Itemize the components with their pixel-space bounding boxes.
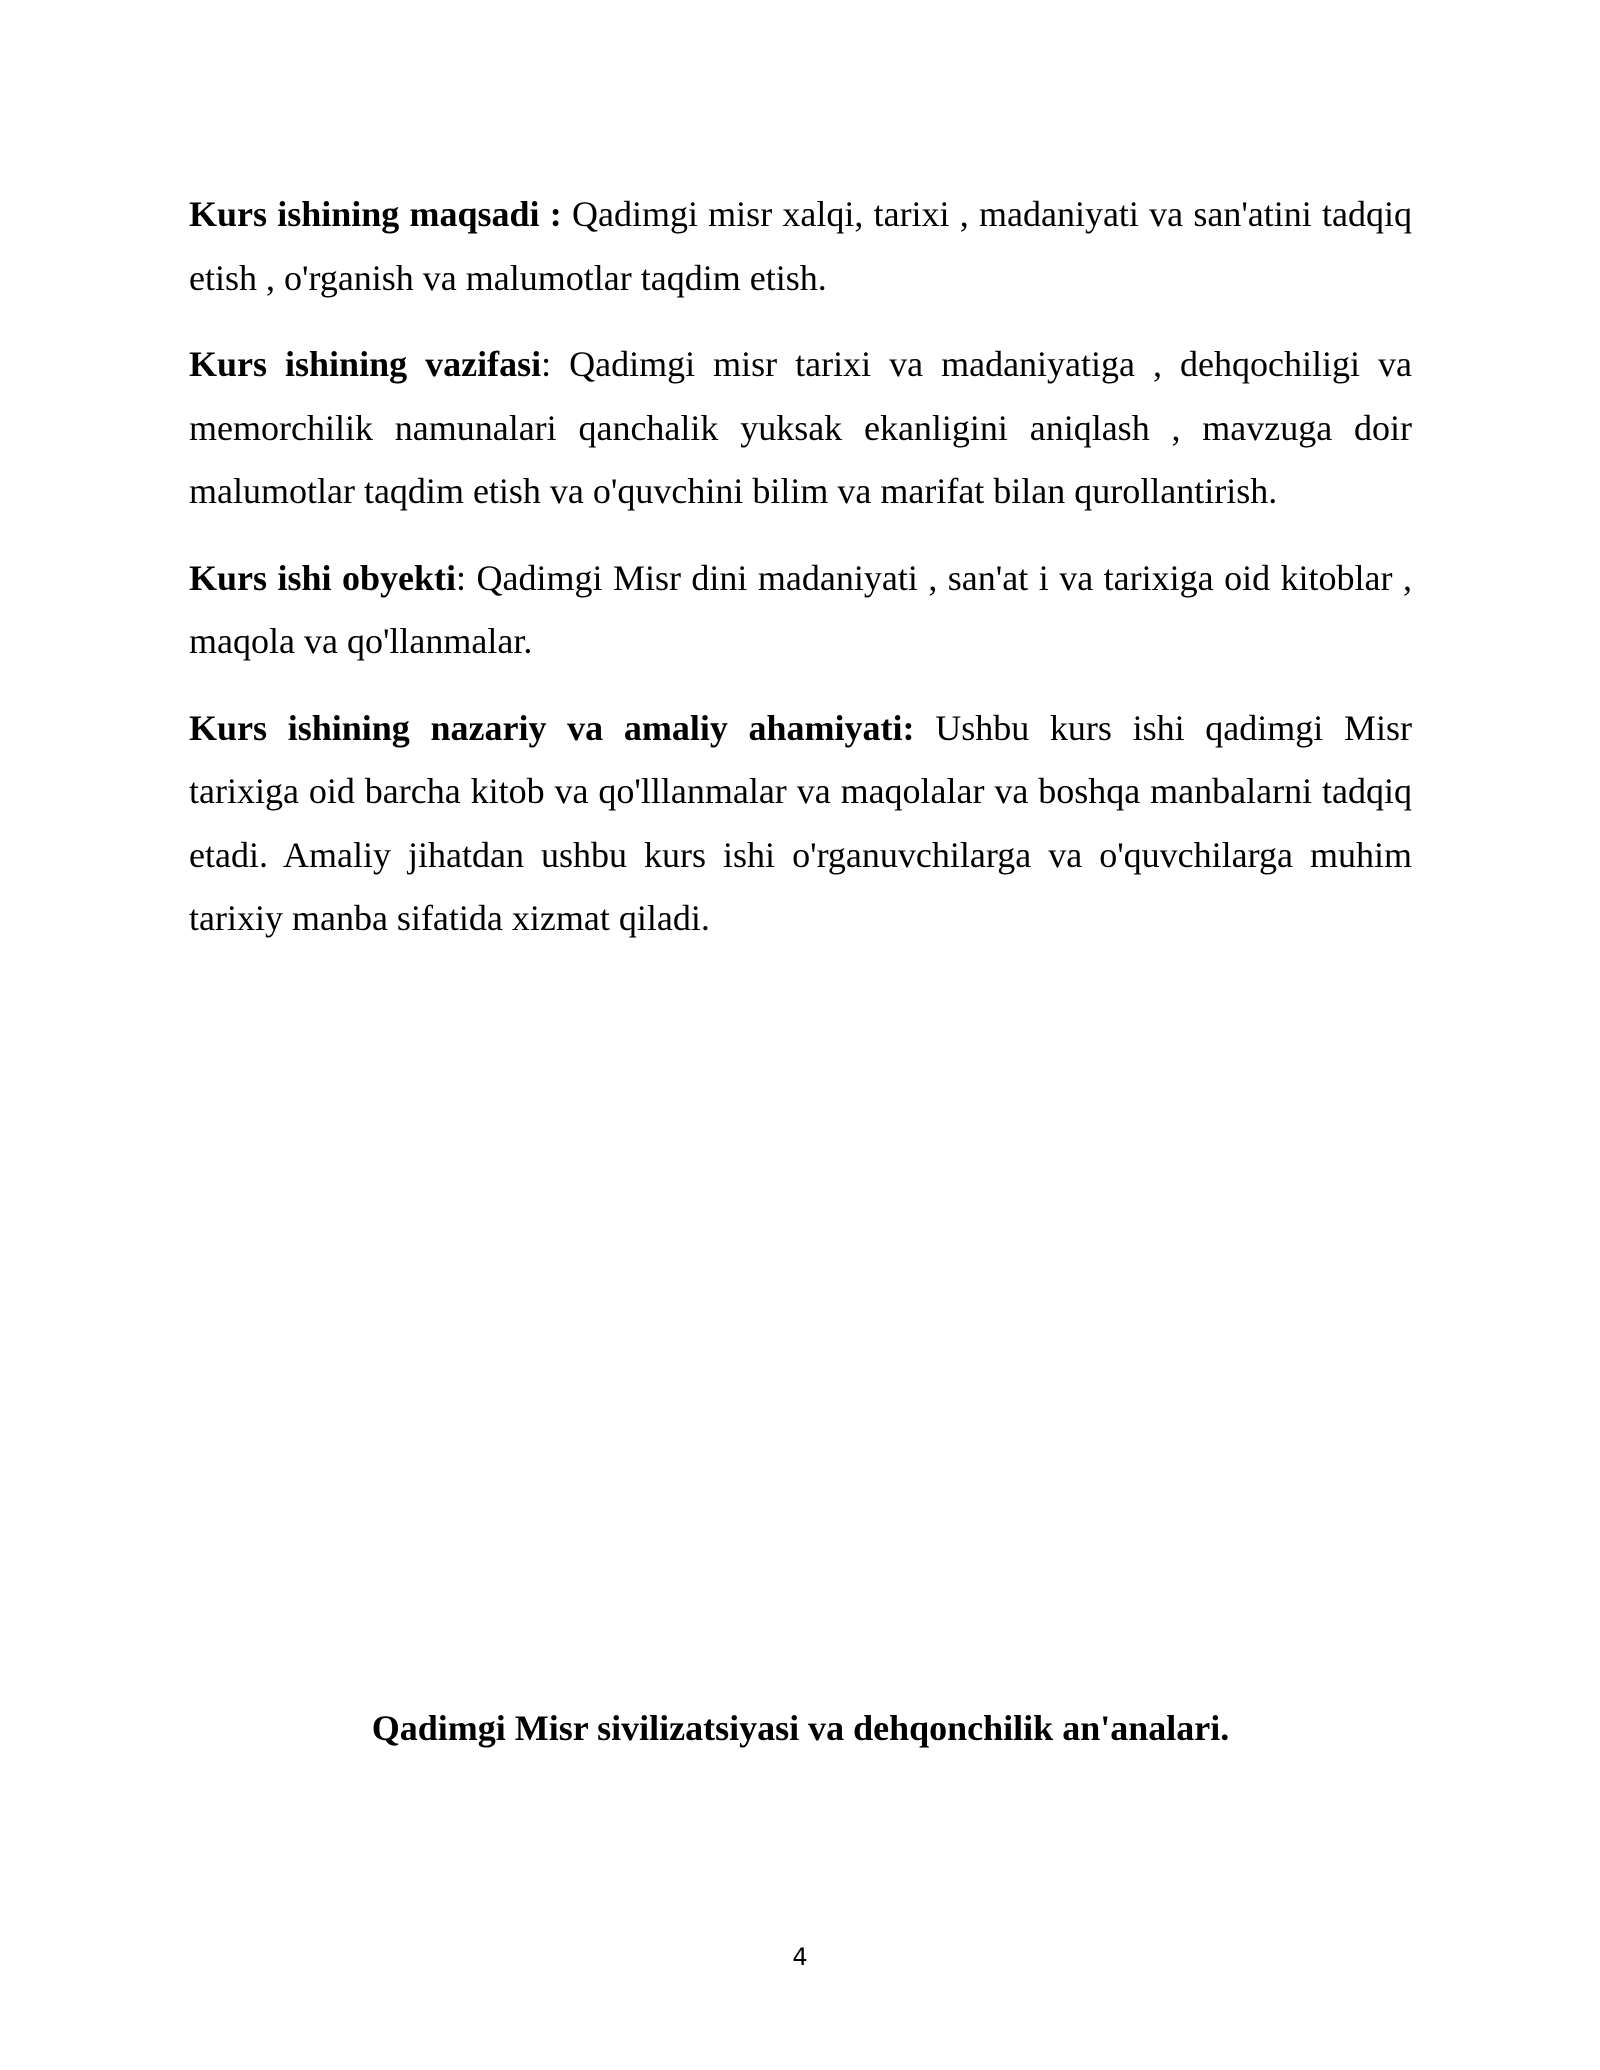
paragraph-term: Kurs ishining vazifasi xyxy=(189,344,542,384)
paragraph-text: : Qadimgi misr tarixi va madaniyatiga , dehqochiligi va memorchilik namunalari qanchalik yuksak ekanligini aniqlash , mavzuga doir malumotlar taqdim etish va o'quvchini bilim va marifat bilan qurollantirish. xyxy=(189,344,1412,511)
paragraph-obyekti xyxy=(189,547,1412,674)
paragraph-ahamiyati xyxy=(189,697,1412,951)
paragraph-term: Kurs ishining nazariy va amaliy ahamiyati: xyxy=(189,707,915,748)
page-number: 4 xyxy=(792,1943,808,1971)
section-heading: Qadimgi Misr sivilizatsiyasi va dehqonchilik an'analari. xyxy=(371,1708,1230,1748)
paragraph-text: Qadimgi misr xalqi, tarixi , madaniyati va san'atini tadqiq etish , o'rganish va malumotlar taqdim etish. xyxy=(189,194,1412,298)
paragraph-term: Kurs ishining maqsadi : xyxy=(189,194,562,234)
paragraph-term: Kurs ishi obyekti xyxy=(189,557,457,598)
paragraph-maqsadi xyxy=(189,183,1412,310)
paragraph-text: Ushbu kurs ishi qadimgi Misr tarixiga oid barcha kitob va qo'lllanmalar va maqolalar va boshqa manbalarni tadqiq etadi. Amaliy jihatdan ushbu kurs ishi o'rganuvchilarga va o'quvchilarga muhim tarixiy manba sifatida xizmat qiladi. xyxy=(189,707,1412,938)
paragraph-text: : Qadimgi Misr dini madaniyati , san'at i va tarixiga oid kitoblar , maqola va qo'llanmalar. xyxy=(189,557,1412,661)
paragraph-vazifasi xyxy=(189,333,1412,524)
document-body xyxy=(189,183,1412,974)
